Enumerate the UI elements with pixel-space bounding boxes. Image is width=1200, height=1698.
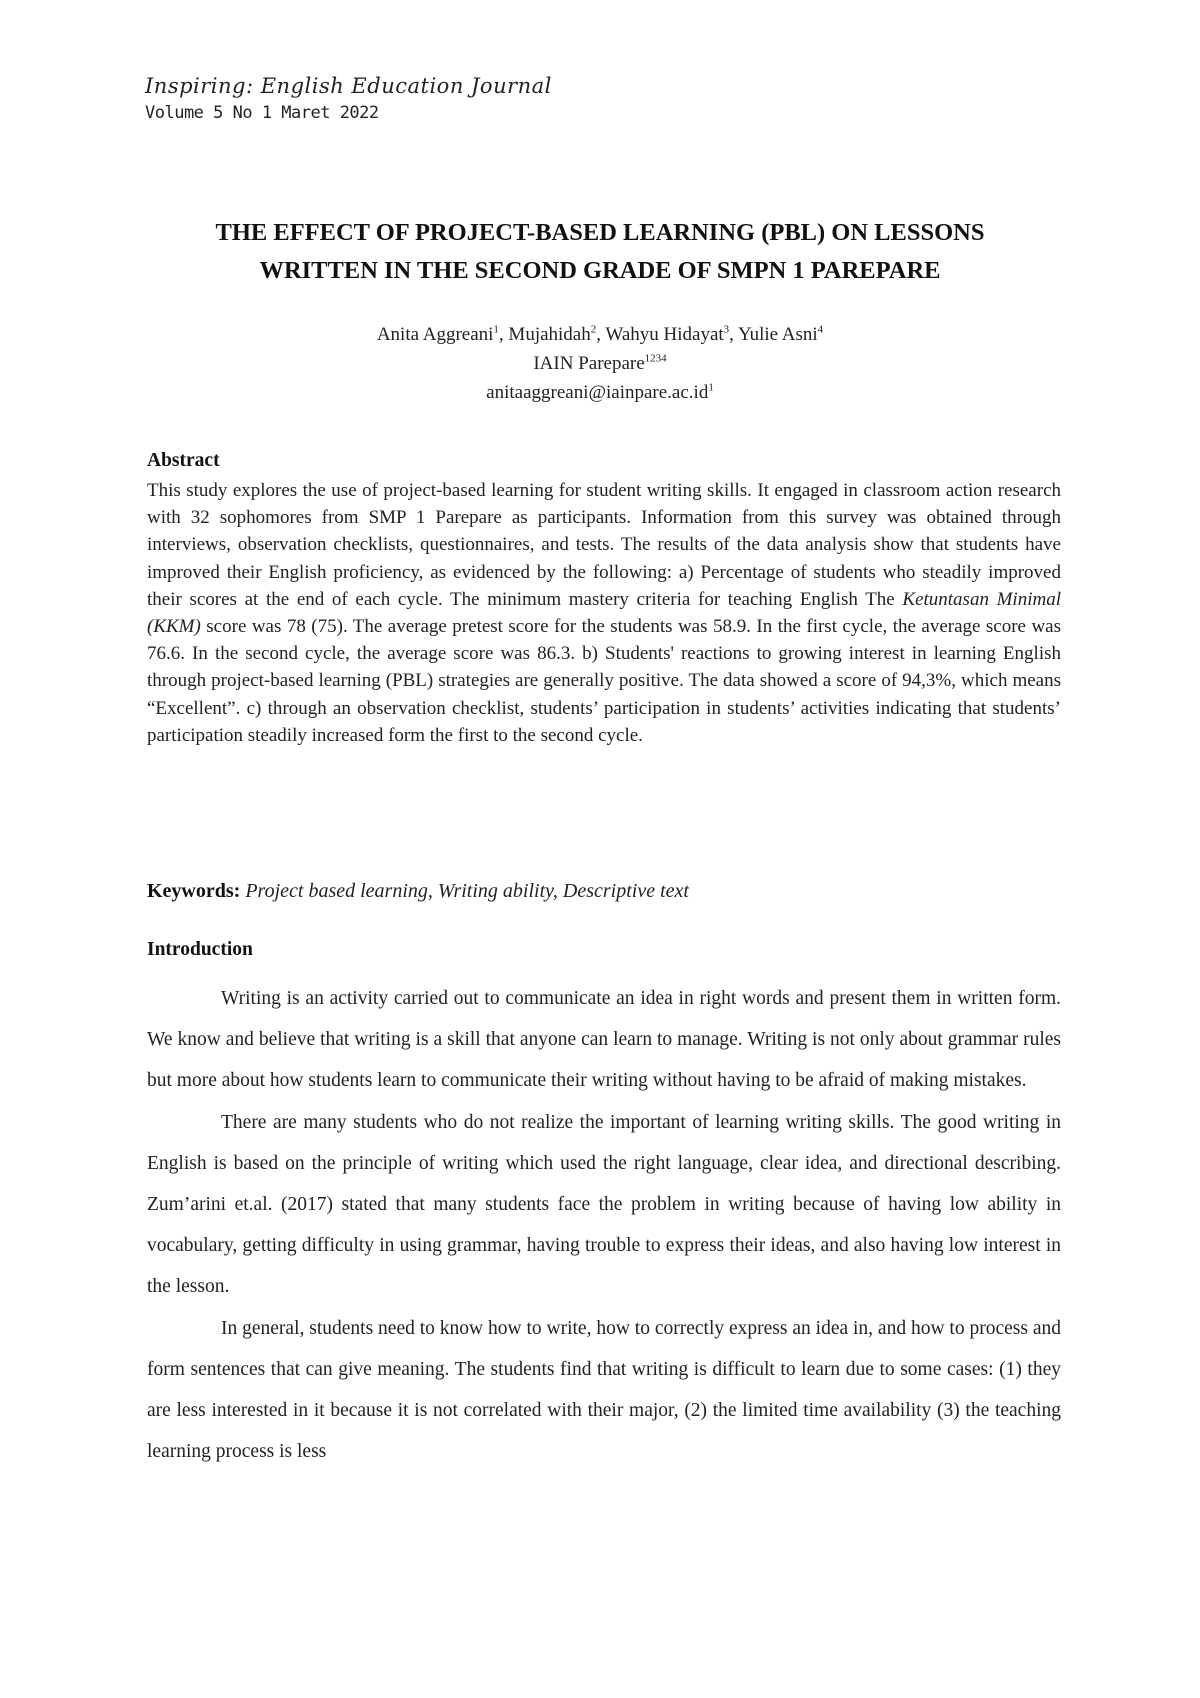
author-superscript: 1 bbox=[493, 323, 499, 336]
abstract-text-part-1: This study explores the use of project-based learning for student writing skills. It engaged in classroom action research with 32 sophomores from SMP 1 Parepare as participants. Information from this survey was obtained through interviews, observation checklists, questionnaires, and tests. The results of the data analysis show that students have improved their English proficiency, as evidenced by the following: a) Percentage of students who steadily improved their scores at the end of each cycle. The minimum mastery criteria for teaching English The bbox=[147, 480, 1061, 610]
introduction-body bbox=[147, 978, 1061, 1472]
author-superscript: 3 bbox=[723, 323, 730, 336]
author-name: Anita Aggreani bbox=[376, 324, 494, 345]
author-name: Wahyu Hidayat bbox=[605, 324, 724, 345]
abstract-heading: Abstract bbox=[147, 450, 220, 471]
paper-title-line-2: WRITTEN IN THE SECOND GRADE OF SMPN 1 PAREPARE bbox=[259, 257, 941, 284]
author-block bbox=[120, 320, 1080, 407]
journal-name: Inspiring: English Education Journal bbox=[145, 74, 552, 98]
introduction-heading: Introduction bbox=[147, 939, 253, 960]
abstract-text-part-2: score was 78 (75). The average pretest score for the students was 58.9. In the first cycle, the average score was 76.6. In the second cycle, the average score was 86.3. b) Students' reactions to growing interest in learning English through project-based learning (PBL) strategies are generally positive. The data showed a score of 94,3%, which means “Excellent”. c) through an observation checklist, students’ participation in students’ activities indicating that students’ participation steadily increased form the first to the second cycle. bbox=[147, 616, 1061, 746]
abstract-text bbox=[147, 477, 1061, 749]
keywords-line bbox=[147, 880, 689, 903]
introduction-paragraph: In general, students need to know how to write, how to correctly express an idea in, and how to process and form sentences that can give meaning. The students find that writing is difficult to learn due to some cases: (1) they are less interested in it because it is not correlated with their major, (2) the limited time availability (3) the teaching learning process is less bbox=[147, 1317, 1061, 1463]
author-email[interactable]: anitaaggreani@iainpare.ac.id bbox=[486, 382, 709, 403]
paper-title bbox=[120, 214, 1080, 290]
author-separator: , bbox=[498, 324, 509, 345]
abstract-text-italic: Ketuntasan Minimal (KKM) bbox=[147, 588, 1061, 638]
author-name: Yulie Asni bbox=[737, 324, 818, 345]
keywords-label: Keywords: bbox=[147, 880, 241, 902]
author-name: Mujahidah bbox=[508, 324, 591, 345]
introduction-paragraph: There are many students who do not realize the important of learning writing skills. The good writing in English is based on the principle of writing which used the right language, clear idea, and directional describing. Zum’arini et.al. (2017) stated that many students face the problem in writing because of having low ability in vocabulary, getting difficulty in using grammar, having trouble to express their ideas, and also having low interest in the lesson. bbox=[147, 1111, 1061, 1298]
journal-header bbox=[145, 72, 552, 126]
paper-title-line-1: THE EFFECT OF PROJECT-BASED LEARNING (PBL) ON LESSONS bbox=[215, 219, 985, 246]
email-line bbox=[120, 378, 1080, 407]
author-separator: , bbox=[729, 324, 738, 345]
affiliation bbox=[120, 349, 1080, 378]
author-superscript: 4 bbox=[817, 323, 824, 336]
introduction-paragraph: Writing is an activity carried out to communicate an idea in right words and present them in written form. We know and believe that writing is a skill that anyone can learn to manage. Writing is not only about grammar rules but more about how students learn to communicate their writing without having to be afraid of making mistakes. bbox=[147, 988, 1061, 1092]
author-list bbox=[120, 320, 1080, 349]
author-superscript: 2 bbox=[590, 323, 597, 336]
journal-volume: Volume 5 No 1 Maret 2022 bbox=[145, 103, 379, 123]
affiliation-superscript: 1234 bbox=[644, 352, 667, 365]
keywords-values: Project based learning, Writing ability, Descriptive text bbox=[245, 880, 689, 902]
email-superscript: 1 bbox=[708, 381, 714, 394]
author-separator: , bbox=[596, 324, 606, 345]
affiliation-name: IAIN Parepare bbox=[533, 353, 645, 374]
